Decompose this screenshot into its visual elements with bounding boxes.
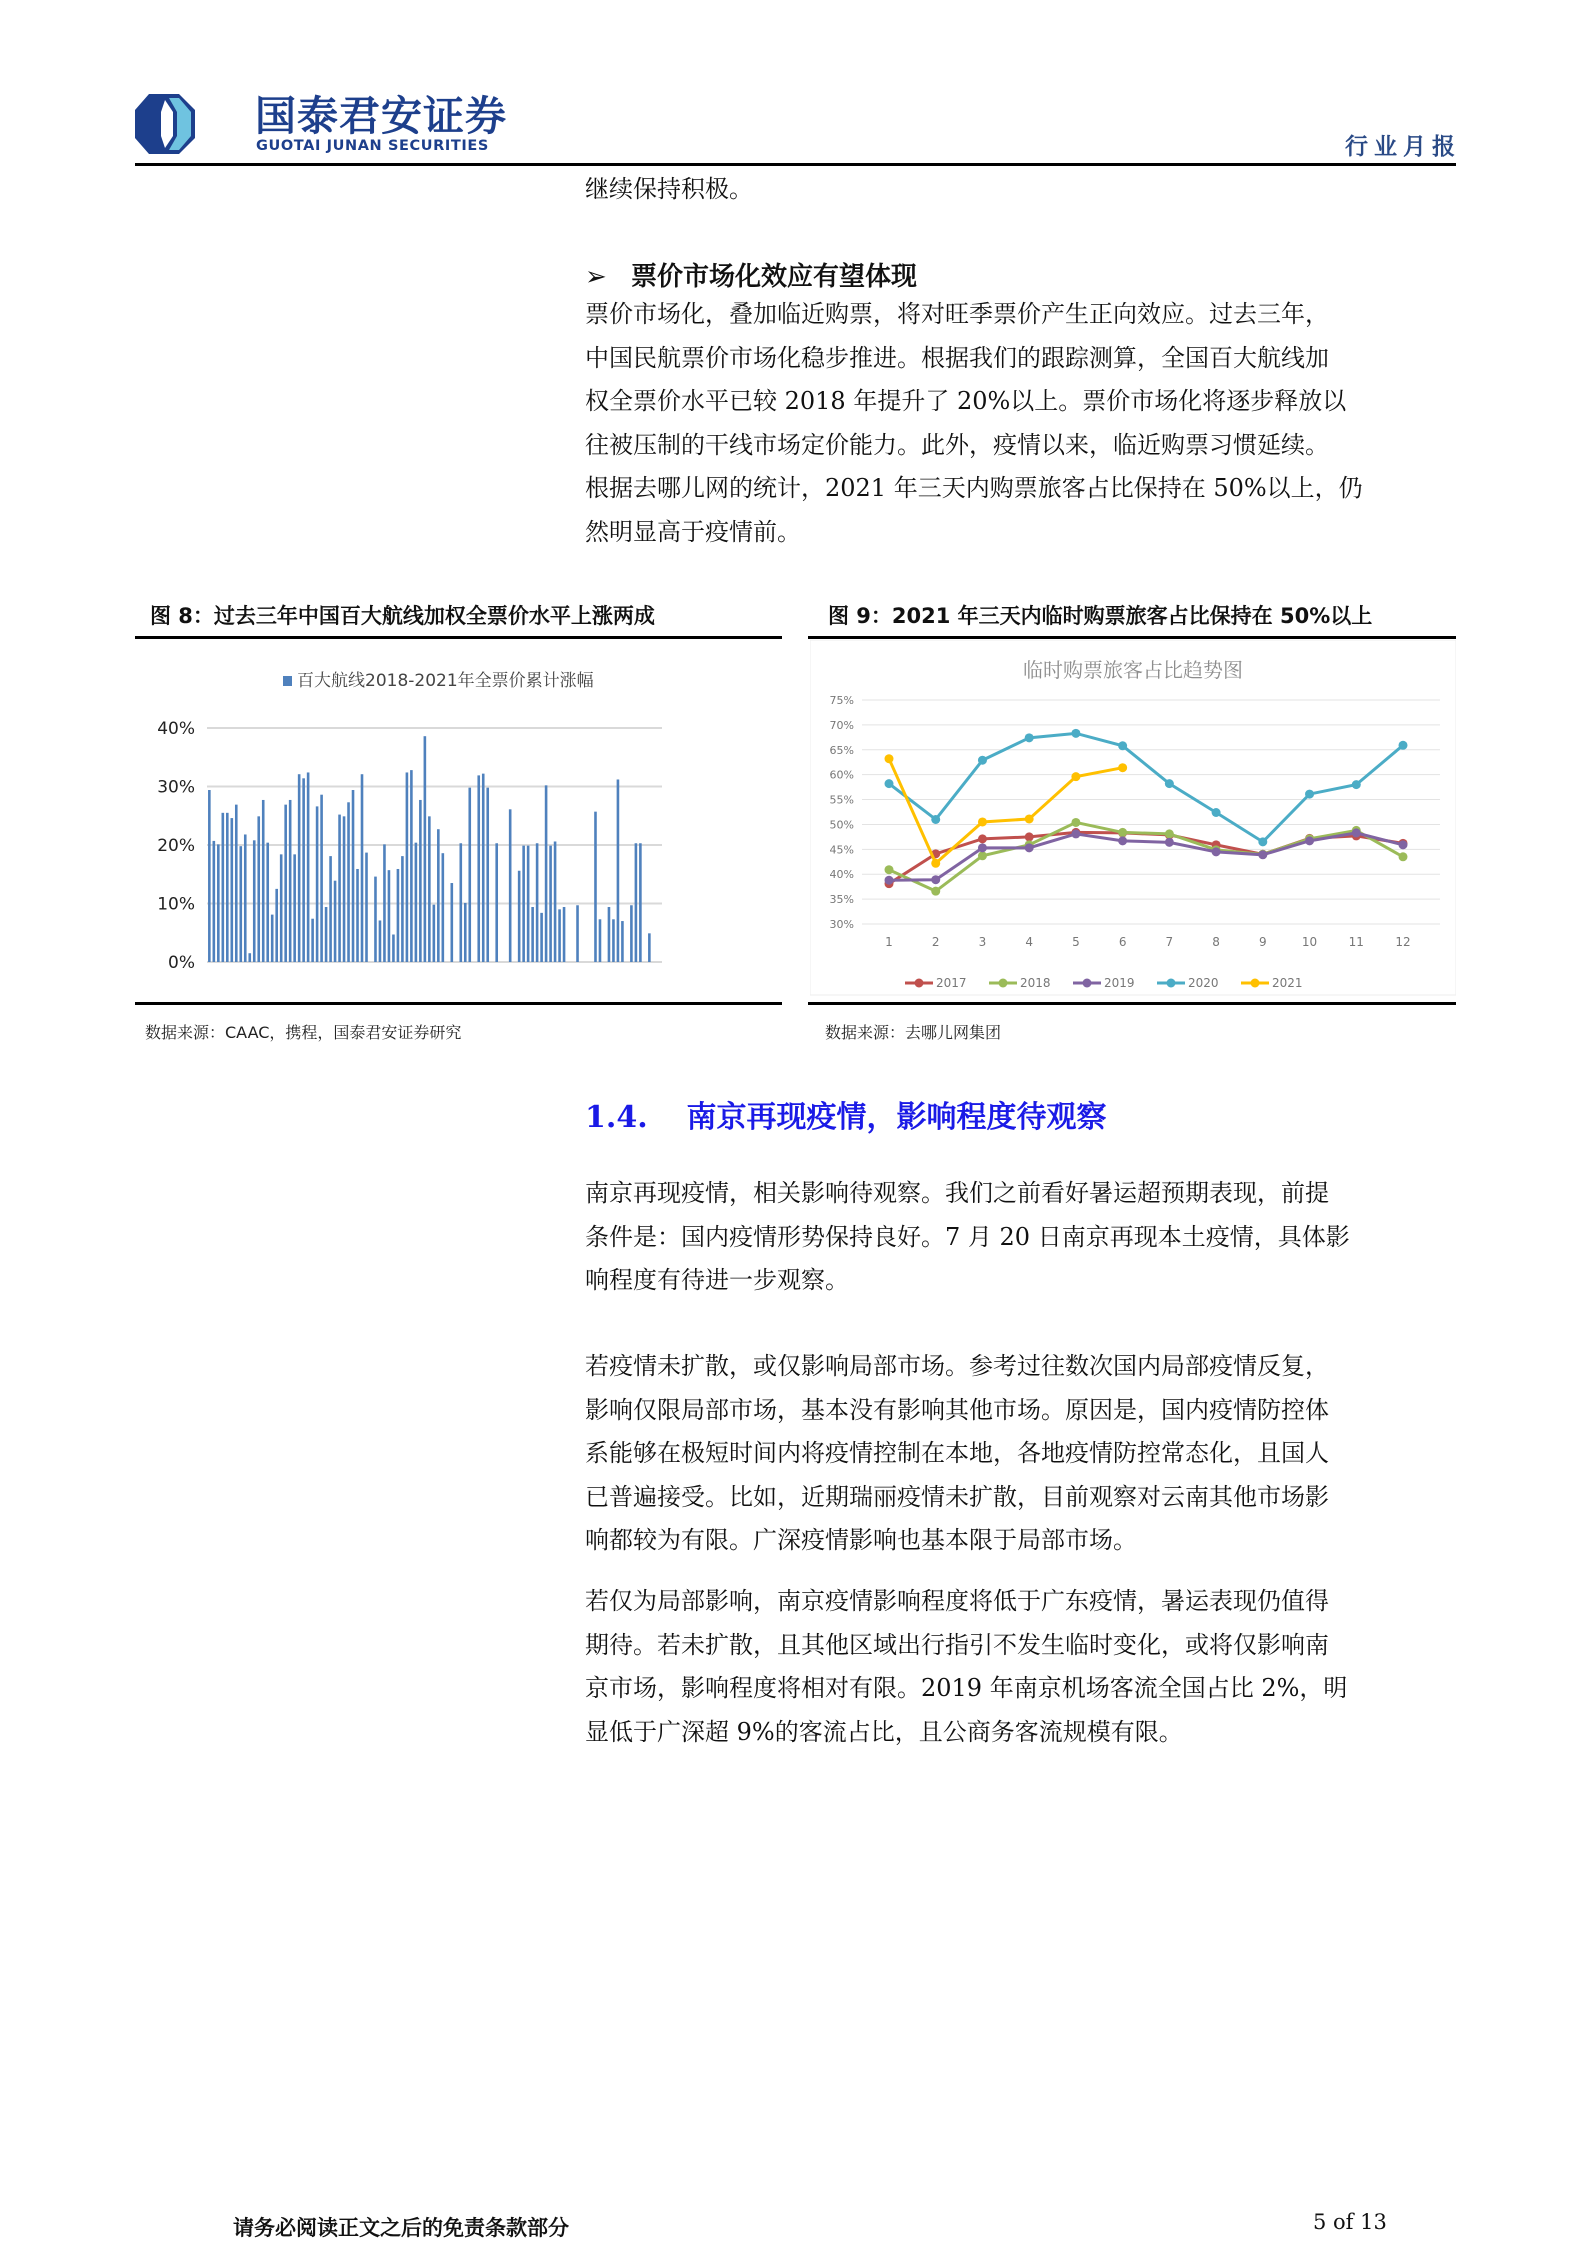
- paragraph-1: [585, 1172, 1458, 1303]
- page-number: 5 of 13: [1313, 2210, 1387, 2234]
- bar: [576, 905, 579, 962]
- bar: [437, 829, 440, 962]
- bar: [509, 809, 512, 962]
- bar: [334, 881, 337, 962]
- bar: [617, 779, 620, 962]
- data-point: [931, 875, 940, 884]
- data-point: [978, 834, 987, 843]
- data-point: [1165, 779, 1174, 788]
- bar: [410, 770, 413, 962]
- bar: [284, 805, 287, 962]
- bar: [329, 856, 332, 962]
- figure-8-top-rule: [135, 636, 782, 639]
- data-point: [1025, 733, 1034, 742]
- bar: [468, 788, 471, 962]
- bar: [222, 813, 225, 962]
- bar: [549, 846, 552, 962]
- data-point: [978, 851, 987, 860]
- data-point: [1258, 837, 1267, 846]
- subsection-heading: [585, 256, 917, 293]
- text-line: 期待。若未扩散，且其他区域出行指引不发生临时变化，或将仅影响南: [585, 1630, 1329, 1659]
- bar: [424, 736, 427, 962]
- figure-8-bar-chart: [135, 640, 785, 995]
- data-point: [1025, 832, 1034, 841]
- y-tick-label: 60%: [829, 768, 854, 782]
- section-heading: [585, 1092, 1107, 1136]
- paragraph-2: [585, 1345, 1458, 1563]
- data-point: [1165, 838, 1174, 847]
- bar: [527, 846, 530, 962]
- text-line: 若疫情未扩散，或仅影响局部市场。参考过往数次国内局部疫情反复，: [585, 1352, 1329, 1380]
- bar: [388, 870, 391, 962]
- y-tick-label: 45%: [829, 843, 854, 857]
- bullet-arrow-icon: ➢: [585, 262, 607, 292]
- bar: [338, 815, 341, 962]
- bar: [343, 816, 346, 962]
- y-tick-label: 75%: [829, 694, 854, 707]
- data-point: [885, 754, 894, 763]
- bar: [594, 812, 597, 962]
- bar: [459, 843, 462, 962]
- svg-text:2021: 2021: [1272, 976, 1303, 990]
- subsection-paragraph: [585, 293, 1458, 554]
- bar: [280, 854, 283, 962]
- chart-title: 临时购票旅客占比趋势图: [1023, 658, 1243, 682]
- text-line: 影响仅限局部市场，基本没有影响其他市场。原因是，国内疫情防控体: [585, 1395, 1329, 1424]
- text-line: 然明显高于疫情前。: [585, 517, 801, 546]
- bar: [266, 843, 269, 962]
- bar: [486, 788, 489, 962]
- x-tick-label: 6: [1118, 935, 1127, 949]
- bar: [392, 935, 395, 962]
- bar: [401, 856, 404, 962]
- bar: [248, 953, 251, 962]
- bar: [253, 840, 256, 962]
- figure-9-line-chart: [810, 640, 1456, 1000]
- x-tick-label: 2: [931, 935, 940, 949]
- figure-8-caption: 图 8：过去三年中国百大航线加权全票价水平上涨两成: [150, 604, 655, 628]
- data-point: [931, 815, 940, 824]
- legend-marker-icon: [1167, 979, 1176, 988]
- legend-item: [283, 670, 594, 691]
- data-point: [1071, 829, 1080, 838]
- bar: [648, 933, 651, 962]
- bar: [482, 774, 485, 962]
- data-point: [1118, 763, 1127, 772]
- data-point: [1305, 836, 1314, 845]
- bar: [397, 869, 400, 962]
- data-point: [1118, 836, 1127, 845]
- bar: [352, 790, 355, 962]
- bar: [226, 813, 229, 962]
- bar: [433, 905, 436, 962]
- svg-text:2019: 2019: [1104, 976, 1135, 990]
- bar: [298, 774, 301, 962]
- bar: [262, 800, 265, 962]
- section-title: 南京再现疫情，影响程度待观察: [686, 1100, 1107, 1135]
- data-point: [1399, 840, 1408, 849]
- paragraph-3: [585, 1580, 1458, 1754]
- brand-name-cn: 国泰君安证券: [255, 92, 507, 140]
- bar: [531, 907, 534, 962]
- intro-line: 继续保持积极。: [585, 175, 753, 203]
- bar: [464, 903, 467, 962]
- figure-9-caption: 图 9：2021 年三天内临时购票旅客占比保持在 50%以上: [828, 604, 1373, 628]
- bar: [451, 883, 454, 962]
- data-point: [1071, 772, 1080, 781]
- bar: [540, 913, 543, 962]
- x-tick-label: 5: [1072, 935, 1080, 949]
- text-line: 京市场，影响程度将相对有限。2019 年南京机场客流全国占比 2%，明: [585, 1674, 1348, 1702]
- bar: [325, 907, 328, 962]
- legend-marker-icon: [999, 979, 1008, 988]
- text-line: 南京再现疫情，相关影响待观察。我们之前看好暑运超预期表现，前提: [585, 1179, 1329, 1207]
- bar: [356, 869, 359, 962]
- bar: [639, 843, 642, 962]
- data-point: [885, 779, 894, 788]
- bar: [302, 778, 305, 962]
- text-line: 响程度有待进一步观察。: [585, 1266, 849, 1294]
- svg-text:2020: 2020: [1188, 976, 1219, 990]
- data-point: [885, 865, 894, 874]
- text-line: 已普遍接受。比如，近期瑞丽疫情未扩散，目前观察对云南其他市场影: [585, 1482, 1329, 1511]
- data-point: [1352, 828, 1361, 837]
- figure-9-top-rule: [808, 636, 1456, 639]
- bar: [361, 774, 364, 962]
- bar: [208, 790, 211, 962]
- page-header: [0, 0, 1586, 170]
- text-line: 若仅为局部影响，南京疫情影响程度将低于广东疫情，暑运表现仍值得: [585, 1587, 1329, 1615]
- data-point: [1212, 847, 1221, 856]
- x-tick-label: 1: [885, 935, 893, 949]
- figure-8-bottom-rule: [135, 1002, 782, 1005]
- text-line: 权全票价水平已较 2018 年提升了 20%以上。票价市场化将逐步释放以: [585, 387, 1347, 415]
- data-point: [1025, 814, 1034, 823]
- bar: [239, 846, 242, 962]
- bar: [419, 800, 422, 962]
- bar: [244, 834, 247, 962]
- y-tick-label: 65%: [829, 743, 854, 757]
- x-tick-label: 10: [1301, 935, 1318, 949]
- y-tick-label: 35%: [829, 893, 854, 907]
- bar: [558, 909, 561, 962]
- bar: [307, 772, 310, 962]
- subsection-title: 票价市场化效应有望体现: [631, 262, 918, 292]
- bar: [522, 846, 525, 962]
- bar: [630, 905, 633, 962]
- y-tick-label: 10%: [157, 894, 195, 915]
- data-point: [931, 859, 940, 868]
- svg-text:2017: 2017: [936, 976, 967, 990]
- data-point: [1212, 808, 1221, 817]
- bar: [563, 907, 566, 962]
- x-tick-label: 4: [1025, 935, 1034, 949]
- data-point: [885, 876, 894, 885]
- bar: [311, 919, 314, 962]
- y-tick-label: 70%: [829, 718, 854, 732]
- bar: [536, 843, 539, 962]
- x-tick-label: 11: [1348, 935, 1364, 949]
- y-tick-label: 30%: [829, 918, 854, 931]
- figure-9-source: 数据来源：去哪儿网集团: [825, 1023, 1002, 1042]
- footer-disclaimer: 请务必阅读正文之后的免责条款部分: [233, 2216, 569, 2240]
- bar: [495, 843, 498, 962]
- y-tick-label: 40%: [829, 868, 854, 882]
- bar: [545, 785, 548, 962]
- x-tick-label: 3: [978, 935, 987, 949]
- bar: [271, 915, 274, 962]
- bar: [217, 844, 220, 962]
- text-line: 根据去哪儿网的统计，2021 年三天内购票旅客占比保持在 50%以上，仍: [585, 474, 1363, 502]
- text-line: 条件是：国内疫情形势保持良好。7 月 20 日南京再现本土疫情，具体影: [585, 1222, 1350, 1251]
- legend-marker-icon: [1083, 979, 1092, 988]
- header-divider: [135, 163, 1456, 166]
- x-tick-label: 8: [1212, 935, 1220, 949]
- data-point: [978, 817, 987, 826]
- y-tick-label: 40%: [157, 719, 195, 739]
- bar: [406, 772, 409, 962]
- bar: [477, 775, 480, 962]
- bar: [374, 877, 377, 962]
- bar: [428, 816, 431, 962]
- bar: [347, 802, 350, 962]
- data-point: [1399, 741, 1408, 750]
- bar: [379, 920, 382, 962]
- data-point: [1399, 852, 1408, 861]
- figure-9-bottom-rule: [808, 1002, 1456, 1005]
- data-point: [931, 887, 940, 896]
- text-line: 中国民航票价市场化稳步推进。根据我们的跟踪测算，全国百大航线加: [585, 343, 1329, 372]
- bar: [554, 841, 557, 962]
- figure-8-source: 数据来源：CAAC，携程，国泰君安证券研究: [145, 1023, 462, 1042]
- svg-text:2018: 2018: [1020, 976, 1051, 990]
- section-number: 1.4.: [585, 1100, 648, 1135]
- data-point: [1165, 829, 1174, 838]
- bar: [442, 853, 445, 962]
- data-point: [1118, 828, 1127, 837]
- bar: [415, 843, 418, 962]
- text-line: 系能够在极短时间内将疫情控制在本地，各地疫情防控常态化，且国人: [585, 1439, 1329, 1467]
- data-point: [1071, 818, 1080, 827]
- bar: [518, 871, 521, 962]
- data-point: [1258, 850, 1267, 859]
- bar: [275, 889, 278, 962]
- brand-name-en: GUOTAI JUNAN SECURITIES: [256, 138, 489, 154]
- bar: [621, 921, 624, 962]
- bar: [599, 919, 602, 962]
- bar: [230, 818, 233, 962]
- legend-swatch-icon: [283, 676, 292, 686]
- y-tick-label: 30%: [157, 777, 195, 798]
- report-type-label: 行业月报: [1345, 134, 1461, 160]
- data-point: [1071, 729, 1080, 738]
- x-tick-label: 9: [1258, 935, 1267, 949]
- bar: [365, 853, 368, 962]
- bar: [320, 795, 323, 962]
- bar: [257, 816, 260, 962]
- text-line: 往被压制的干线市场定价能力。此外，疫情以来，临近购票习惯延续。: [585, 430, 1329, 459]
- y-tick-label: 20%: [157, 836, 195, 856]
- legend-marker-icon: [1251, 979, 1260, 988]
- bar: [612, 919, 615, 962]
- y-tick-label: 50%: [829, 818, 854, 832]
- x-tick-label: 7: [1165, 935, 1174, 949]
- bar: [316, 806, 319, 962]
- y-tick-label: 55%: [829, 793, 854, 807]
- text-line: 显低于广深超 9%的客流占比，且公商务客流规模有限。: [585, 1717, 1183, 1746]
- data-point: [978, 843, 987, 852]
- data-point: [1305, 790, 1314, 799]
- legend-marker-icon: [915, 979, 924, 988]
- bar: [383, 844, 386, 962]
- bar: [608, 907, 611, 962]
- bar: [235, 805, 238, 962]
- bar: [289, 800, 292, 962]
- data-point: [1025, 843, 1034, 852]
- y-tick-label: 0%: [168, 953, 195, 973]
- data-point: [978, 756, 987, 765]
- bar: [213, 841, 216, 962]
- data-point: [1118, 741, 1127, 750]
- x-tick-label: 12: [1395, 935, 1411, 949]
- bar: [293, 854, 296, 962]
- svg-text:百大航线2018-2021年全票价累计涨幅: 百大航线2018-2021年全票价累计涨幅: [297, 671, 594, 691]
- data-point: [1352, 780, 1361, 789]
- text-line: 响都较为有限。广深疫情影响也基本限于局部市场。: [585, 1526, 1137, 1554]
- text-line: 票价市场化，叠加临近购票，将对旺季票价产生正向效应。过去三年，: [585, 300, 1329, 328]
- bar: [635, 843, 638, 962]
